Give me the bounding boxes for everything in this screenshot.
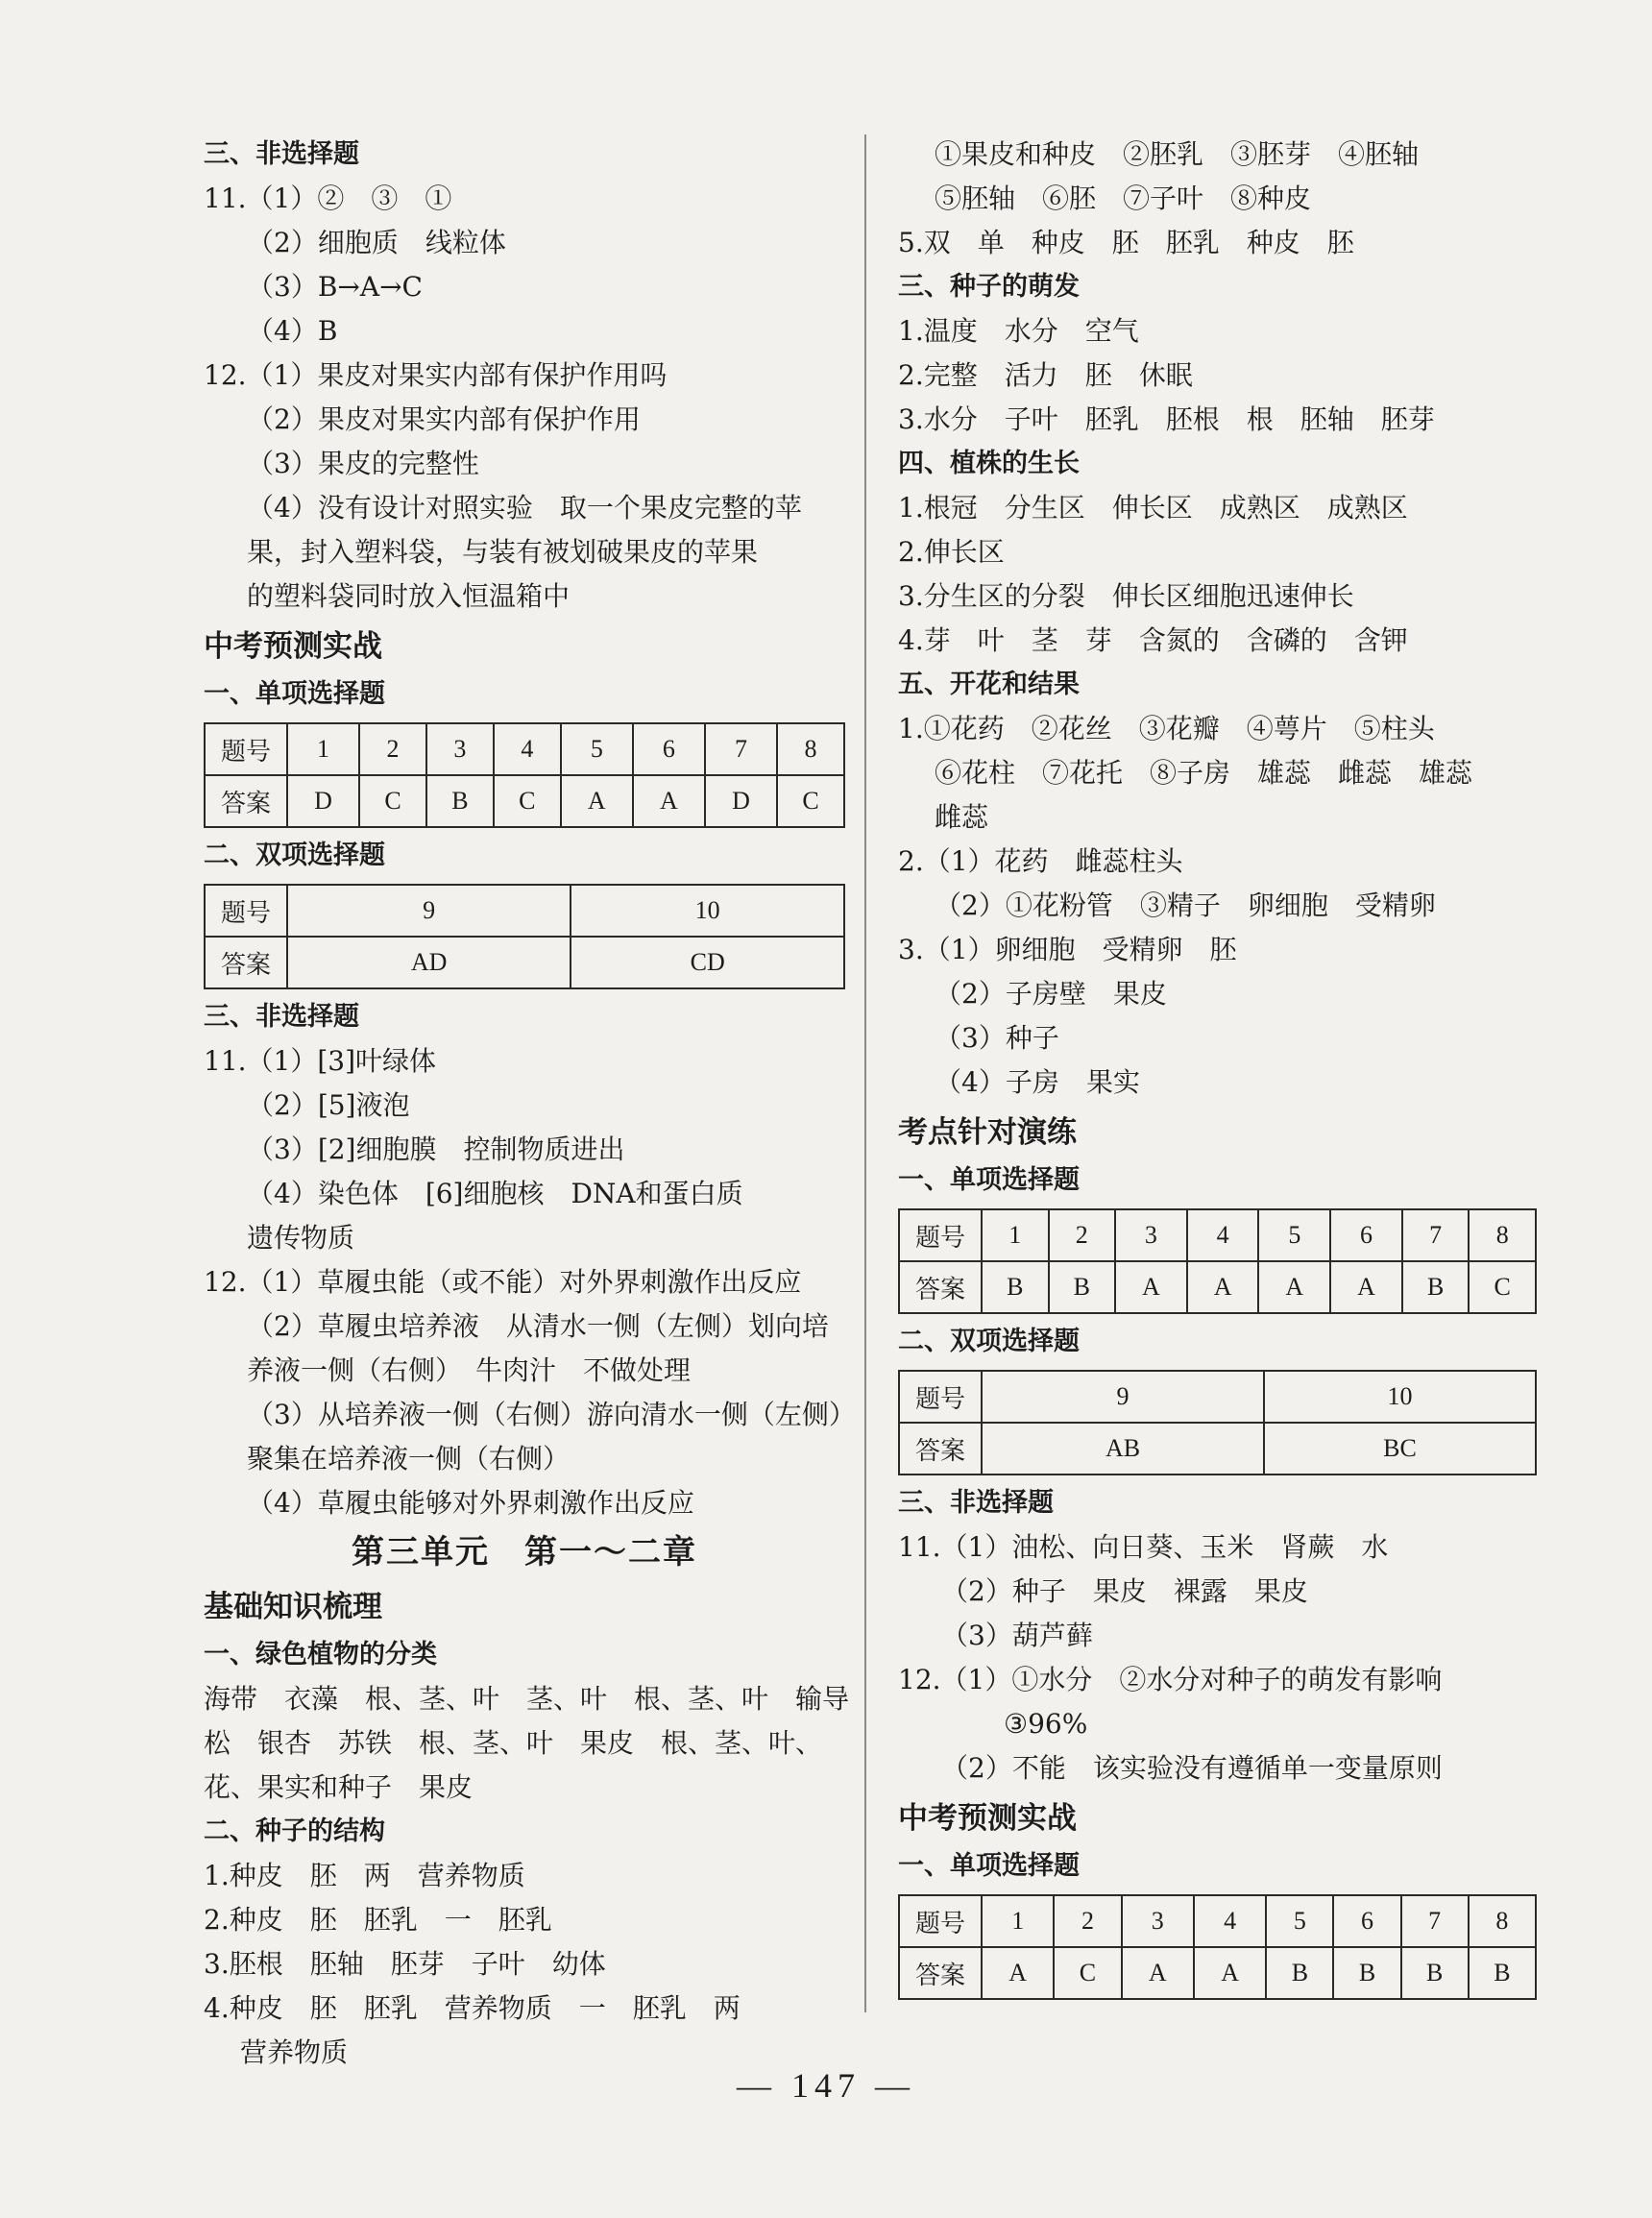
table-cell: 8: [777, 723, 844, 775]
table-cell: 7: [1401, 1895, 1469, 1947]
table-cell: 9: [287, 885, 571, 937]
answer-line: 12.（1）果皮对果实内部有保护作用吗: [204, 359, 668, 391]
table-cell: A: [1330, 1261, 1402, 1313]
answer-line: （3）果皮的完整性: [247, 448, 479, 479]
answer-line: 3.胚根 胚轴 胚芽 子叶 幼体: [204, 1948, 606, 1980]
practice-heading: 中考预测实战: [898, 1801, 1077, 1836]
table-cell: 10: [1264, 1371, 1536, 1423]
section-heading: 一、绿色植物的分类: [204, 1640, 437, 1670]
table-cell: A: [561, 775, 633, 827]
answer-line: 4.芽 叶 茎 芽 含氮的 含磷的 含钾: [898, 624, 1408, 656]
table-cell: C: [1054, 1947, 1121, 1999]
table-cell: 3: [1122, 1895, 1194, 1947]
section-heading: 三、非选择题: [898, 1488, 1054, 1518]
table-cell: B: [982, 1261, 1049, 1313]
table-row: [899, 1423, 1536, 1475]
answer-table-single: [898, 1208, 1537, 1314]
answer-line: 花、果实和种子 果皮: [204, 1771, 474, 1803]
table-header-cell: 题号: [899, 1209, 982, 1261]
table-cell: 10: [571, 885, 844, 937]
table-header-cell: 答案: [899, 1261, 982, 1313]
table-cell: 1: [982, 1209, 1049, 1261]
answer-line: 12.（1）①水分 ②水分对种子的萌发有影响: [898, 1664, 1443, 1695]
table-row: [205, 937, 844, 988]
answer-line: 3.（1）卵细胞 受精卵 胚: [898, 934, 1237, 965]
table-header-cell: 题号: [899, 1895, 982, 1947]
answer-line: 2.完整 活力 胚 休眠: [898, 359, 1193, 391]
answer-line: 3.水分 子叶 胚乳 胚根 根 胚轴 胚芽: [898, 403, 1435, 435]
answer-line: （3）种子: [935, 1022, 1059, 1054]
answer-line: 1.①花药 ②花丝 ③花瓣 ④萼片 ⑤柱头: [898, 713, 1435, 744]
answer-line: （3）[2]细胞膜 控制物质进出: [247, 1133, 625, 1165]
answer-line: （2）种子 果皮 裸露 果皮: [941, 1575, 1308, 1607]
right-column: [898, 133, 1537, 2006]
table-row: [899, 1895, 1536, 1947]
answer-line: （4）子房 果实: [935, 1066, 1140, 1098]
table-cell: 7: [1402, 1209, 1470, 1261]
table-header-cell: 答案: [899, 1423, 982, 1475]
table-cell: C: [494, 775, 561, 827]
table-cell: 2: [359, 723, 426, 775]
table-cell: 3: [426, 723, 494, 775]
page-number: — 147 —: [737, 2066, 915, 2105]
answer-line: （4）草履虫能够对外界刺激作出反应: [247, 1487, 694, 1519]
section-heading: 五、开花和结果: [898, 670, 1080, 699]
answer-line: 养液一侧（右侧） 牛肉汁 不做处理: [247, 1354, 692, 1386]
section-heading: 二、种子的结构: [204, 1816, 385, 1846]
answer-line: 11.（1）② ③ ①: [204, 183, 452, 214]
left-column: [204, 133, 856, 2075]
table-cell: BC: [1264, 1423, 1536, 1475]
answer-line: （4）染色体 [6]细胞核 DNA和蛋白质: [247, 1178, 743, 1209]
answer-line: 2.伸长区: [898, 536, 1005, 568]
table-cell: AD: [287, 937, 571, 988]
table-cell: 5: [1266, 1895, 1333, 1947]
table-cell: 5: [1258, 1209, 1330, 1261]
answer-line: 松 银杏 苏铁 根、茎、叶 果皮 根、茎、叶、: [204, 1727, 823, 1759]
table-cell: B: [1469, 1947, 1536, 1999]
answer-table-double: [898, 1370, 1537, 1475]
table-cell: B: [1049, 1261, 1116, 1313]
answer-line: ③96%: [1004, 1708, 1088, 1740]
answer-line: 1.根冠 分生区 伸长区 成熟区 成熟区: [898, 492, 1408, 524]
answer-line: 4.种皮 胚 胚乳 营养物质 一 胚乳 两: [204, 1992, 741, 2024]
table-row: [205, 775, 844, 827]
table-cell: B: [1401, 1947, 1469, 1999]
answer-line: 雌蕊: [935, 801, 989, 833]
answer-line: （2）草履虫培养液 从清水一侧（左侧）划向培: [247, 1310, 829, 1342]
answer-line: ①果皮和种皮 ②胚乳 ③胚芽 ④胚轴: [935, 138, 1420, 170]
table-cell: 2: [1054, 1895, 1121, 1947]
table-row: [899, 1209, 1536, 1261]
table-cell: B: [1266, 1947, 1333, 1999]
table-cell: 1: [982, 1895, 1054, 1947]
section-heading: 四、植株的生长: [898, 449, 1080, 478]
table-cell: 2: [1049, 1209, 1116, 1261]
section-heading: 三、种子的萌发: [898, 272, 1080, 302]
answer-line: 3.分生区的分裂 伸长区细胞迅速伸长: [898, 580, 1354, 612]
table-header-cell: 题号: [205, 723, 287, 775]
table-cell: A: [982, 1947, 1054, 1999]
answer-line: ⑥花柱 ⑦花托 ⑧子房 雄蕊 雌蕊 雄蕊: [935, 757, 1473, 789]
table-cell: 1: [287, 723, 359, 775]
answer-table-single: [204, 722, 845, 828]
table-cell: CD: [571, 937, 844, 988]
table-cell: C: [359, 775, 426, 827]
table-cell: 9: [982, 1371, 1264, 1423]
practice-heading: 中考预测实战: [204, 629, 382, 664]
table-row: [899, 1371, 1536, 1423]
answer-line: 的塑料袋同时放入恒温箱中: [247, 580, 571, 612]
answer-line: （4）B: [247, 315, 338, 347]
table-cell: AB: [982, 1423, 1264, 1475]
section-heading: 二、双项选择题: [204, 841, 385, 870]
table-cell: B: [1333, 1947, 1400, 1999]
answer-line: 5.双 单 种皮 胚 胚乳 种皮 胚: [898, 227, 1354, 258]
table-row: [205, 885, 844, 937]
table-cell: 6: [633, 723, 705, 775]
table-row: [899, 1261, 1536, 1313]
table-cell: A: [1258, 1261, 1330, 1313]
unit-title: 第三单元 第一～二章: [352, 1533, 697, 1572]
answer-line: 1.温度 水分 空气: [898, 315, 1139, 347]
answer-line: （2）子房壁 果皮: [935, 978, 1167, 1010]
answer-line: （2）果皮对果实内部有保护作用: [247, 403, 641, 435]
table-cell: A: [1187, 1261, 1259, 1313]
table-header-cell: 题号: [899, 1371, 982, 1423]
answer-line: （3）从培养液一侧（右侧）游向清水一侧（左侧）: [247, 1399, 856, 1430]
table-header-cell: 答案: [899, 1947, 982, 1999]
answer-line: 1.种皮 胚 两 营养物质: [204, 1860, 525, 1891]
section-heading: 二、双项选择题: [898, 1327, 1080, 1356]
table-cell: C: [1469, 1261, 1536, 1313]
answer-line: （2）[5]液泡: [247, 1089, 410, 1121]
table-header-cell: 答案: [205, 775, 287, 827]
answer-line: 2.（1）花药 雌蕊柱头: [898, 845, 1183, 877]
answer-line: 12.（1）草履虫能（或不能）对外界刺激作出反应: [204, 1266, 802, 1298]
answer-line: （2）①花粉管 ③精子 卵细胞 受精卵: [935, 890, 1436, 921]
basic-heading: 基础知识梳理: [204, 1590, 382, 1624]
table-cell: B: [1402, 1261, 1470, 1313]
table-cell: C: [777, 775, 844, 827]
answer-line: 遗传物质: [247, 1222, 355, 1254]
answer-line: 2.种皮 胚 胚乳 一 胚乳: [204, 1904, 552, 1936]
table-header-cell: 答案: [205, 937, 287, 988]
answer-line: 营养物质: [240, 2036, 349, 2068]
answer-line: ⑤胚轴 ⑥胚 ⑦子叶 ⑧种皮: [935, 183, 1312, 214]
answer-line: （3）B→A→C: [247, 271, 423, 303]
answer-table-single: [898, 1894, 1537, 2000]
table-header-cell: 题号: [205, 885, 287, 937]
table-row: [205, 723, 844, 775]
section-heading: 一、单项选择题: [898, 1165, 1080, 1195]
practice-heading: 考点针对演练: [898, 1115, 1077, 1150]
table-cell: 6: [1330, 1209, 1402, 1261]
table-cell: 6: [1333, 1895, 1400, 1947]
table-cell: D: [705, 775, 777, 827]
section-heading: 三、非选择题: [204, 139, 359, 169]
table-cell: 4: [1194, 1895, 1266, 1947]
table-row: [899, 1947, 1536, 1999]
answer-line: 11.（1）[3]叶绿体: [204, 1045, 437, 1077]
table-cell: 7: [705, 723, 777, 775]
table-cell: 5: [561, 723, 633, 775]
table-cell: 3: [1115, 1209, 1187, 1261]
answer-line: （2）细胞质 线粒体: [247, 227, 506, 258]
answer-line: 11.（1）油松、向日葵、玉米 肾蕨 水: [898, 1531, 1389, 1563]
table-cell: 4: [494, 723, 561, 775]
column-divider: [864, 134, 866, 2012]
table-cell: A: [633, 775, 705, 827]
section-heading: 三、非选择题: [204, 1002, 359, 1032]
answer-line: （3）葫芦藓: [941, 1620, 1093, 1651]
table-cell: D: [287, 775, 359, 827]
table-cell: 8: [1469, 1209, 1536, 1261]
answer-line: 聚集在培养液一侧（右侧）: [247, 1443, 571, 1475]
section-heading: 一、单项选择题: [898, 1851, 1080, 1881]
answer-line: 果，封入塑料袋，与装有被划破果皮的苹果: [247, 536, 759, 568]
table-cell: A: [1115, 1261, 1187, 1313]
table-cell: B: [426, 775, 494, 827]
table-cell: A: [1194, 1947, 1266, 1999]
answer-line: 海带 衣藻 根、茎、叶 茎、叶 根、茎、叶 输导: [204, 1683, 850, 1715]
table-cell: A: [1122, 1947, 1194, 1999]
answer-line: （2）不能 该实验没有遵循单一变量原则: [941, 1752, 1443, 1784]
table-cell: 8: [1469, 1895, 1536, 1947]
answer-line: （4）没有设计对照实验 取一个果皮完整的苹: [247, 492, 802, 524]
section-heading: 一、单项选择题: [204, 679, 385, 709]
table-cell: 4: [1187, 1209, 1259, 1261]
answer-table-double: [204, 884, 845, 989]
